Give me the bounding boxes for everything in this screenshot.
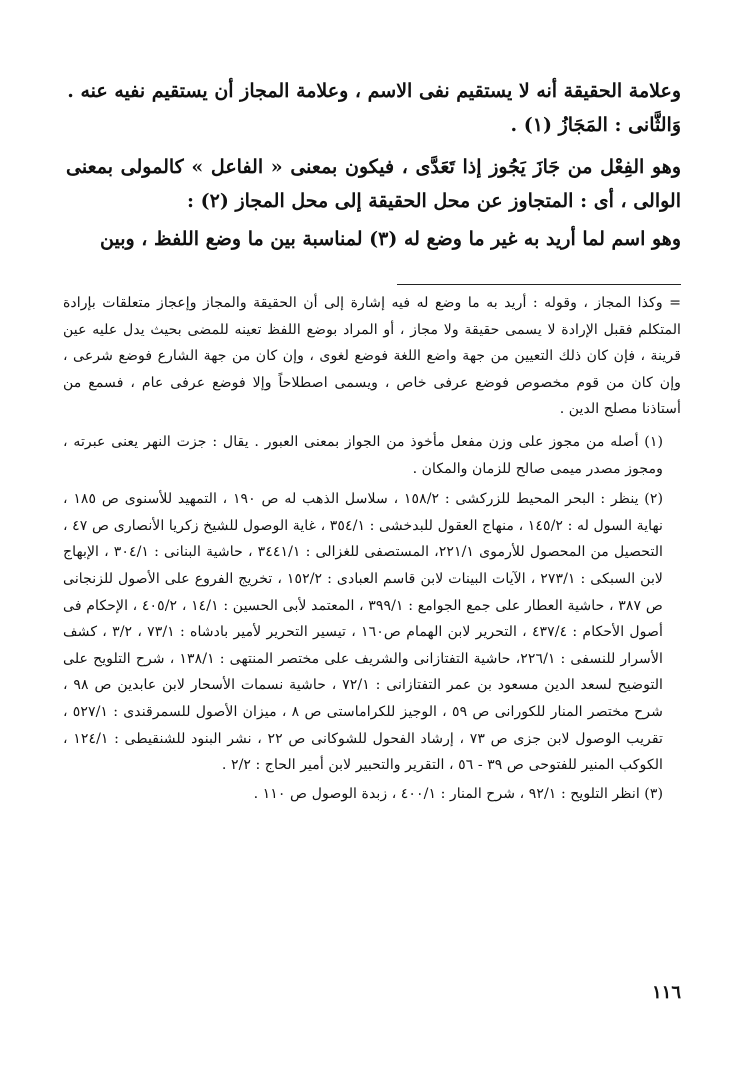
page-number: ١١٦ <box>651 982 681 1003</box>
footnote-3: (٣) انظر التلويح : ٩٢/١ ، شرح المنار : ٤٠٠/١ ، زبدة الوصول ص ١١٠ . <box>253 785 663 802</box>
main-paragraph-1: وعلامة الحقيقة أنه لا يستقيم نفى الاسم ، وعلامة المجاز أن يستقيم نفيه عنه . <box>67 80 681 102</box>
main-paragraph-3: وهو الفِعْل من جَازَ يَجُوز إذا تَعَدَّى ، فيكون بمعنى « الفاعل » كالمولى بمعنى الوالى ، أى : المتجاوز عن محل الحقيقة إلى محل المجاز (٢) : <box>66 156 681 212</box>
main-paragraph-2: وَالثَّانى : المَجَازُ (١) . <box>510 114 681 136</box>
footnote-1: (١) أصله من مجوز على وزن مفعل مأخوذ من الجواز بمعنى العبور . يقال : جزت النهر يعنى عبرته ، ومجوز مصدر ميمى صالح للزمان والمكان . <box>63 433 663 477</box>
main-paragraph-4: وهو اسم لما أريد به غير ما وضع له (٣) لمناسبة بين ما وضع اللفظ ، وبين <box>100 228 681 250</box>
footnote-2: (٢) ينظر : البحر المحيط للزركشى : ١٥٨/٢ ، سلاسل الذهب له ص ١٩٠ ، التمهيد للأسنوى ص ١٨٥ ، نهاية السول له : ١٤٥/٢ ، منهاج العقول للبدخشى : ٣٥٤/١ ، غاية الوصول للشيخ زكريا الأنصارى ص ٤٧ ، التحصيل من المحصول للأرموى ٢٢١/١، المستصفى للغزالى : ٣٤٤١/١ ، حاشية البنانى : ٣٠٤/١ ، الإبهاج لابن السبكى : ٢٧٣/١ ، الآيات البينات لابن قاسم العبادى : ١٥٢/٢ ، تخريج الفروع على الأصول للزنجانى ص ٣٨٧ ، حاشية العطار على جمع الجوامع : ٣٩٩/١ ، المعتمد لأبى الحسين : ١٤/١ ، ٤٠٥/٢ ، الإحكام فى أصول الأحكام : ٤٣٧/٤ ، التحرير لابن الهمام ص١٦٠ ، تيسير التحرير لأمير بادشاه : ٧٣/١ ، ٣/٢ ، كشف الأسرار للنسفى : ٢٢٦/١، حاشية التفتازانى والشريف على مختصر المنتهى : ١٣٨/١ ، شرح التلويح على التوضيح لسعد الدين مسعود بن عمر التفتازانى : ٧٢/١ ، حاشية نسمات الأسحار لابن عابدين ص ٩٨ ، شرح مختصر المنار للكورانى ص ٥٩ ، الوجيز للكراماستى ص ٨ ، ميزان الأصول للسمرقندى : ٥٢٧/١ ، تقريب الوصول لابن جزى ص ٧٣ ، إرشاد الفحول للشوكانى ص ٢٢ ، نشر البنود للشنقيطى : ١٢٤/١ ، الكوكب المنير للفتوحى ص ٣٩ - ٥٦ ، التقرير والتحبير لابن أمير الحاج : ٢/٢ . <box>63 491 664 774</box>
main-text <box>66 74 681 256</box>
footnotes <box>63 290 681 807</box>
footnote-continuation: = وكذا المجاز ، وقوله : أريد به ما وضع له فيه إشارة إلى أن الحقيقة والمجاز وإعجاز متعلقات بإرادة المتكلم فقبل الإرادة لا يسمى حقيقة ولا مجاز ، أو المراد بوضع اللفظ تعينه للمضى بحيث يدل عليه عين قرينة ، فإن كان ذلك التعيين من جهة واضع اللغة فوضع لغوى ، وإن كان من جهة الشارع فوضع شرعى ، وإن كان من قوم مخصوص فوضع عرفى خاص ، ويسمى اصطلاحاً وإلا فوضع عرفى عام ، فسمع من أستاذنا مصلح الدين . <box>63 295 681 418</box>
footnote-separator <box>397 284 681 285</box>
